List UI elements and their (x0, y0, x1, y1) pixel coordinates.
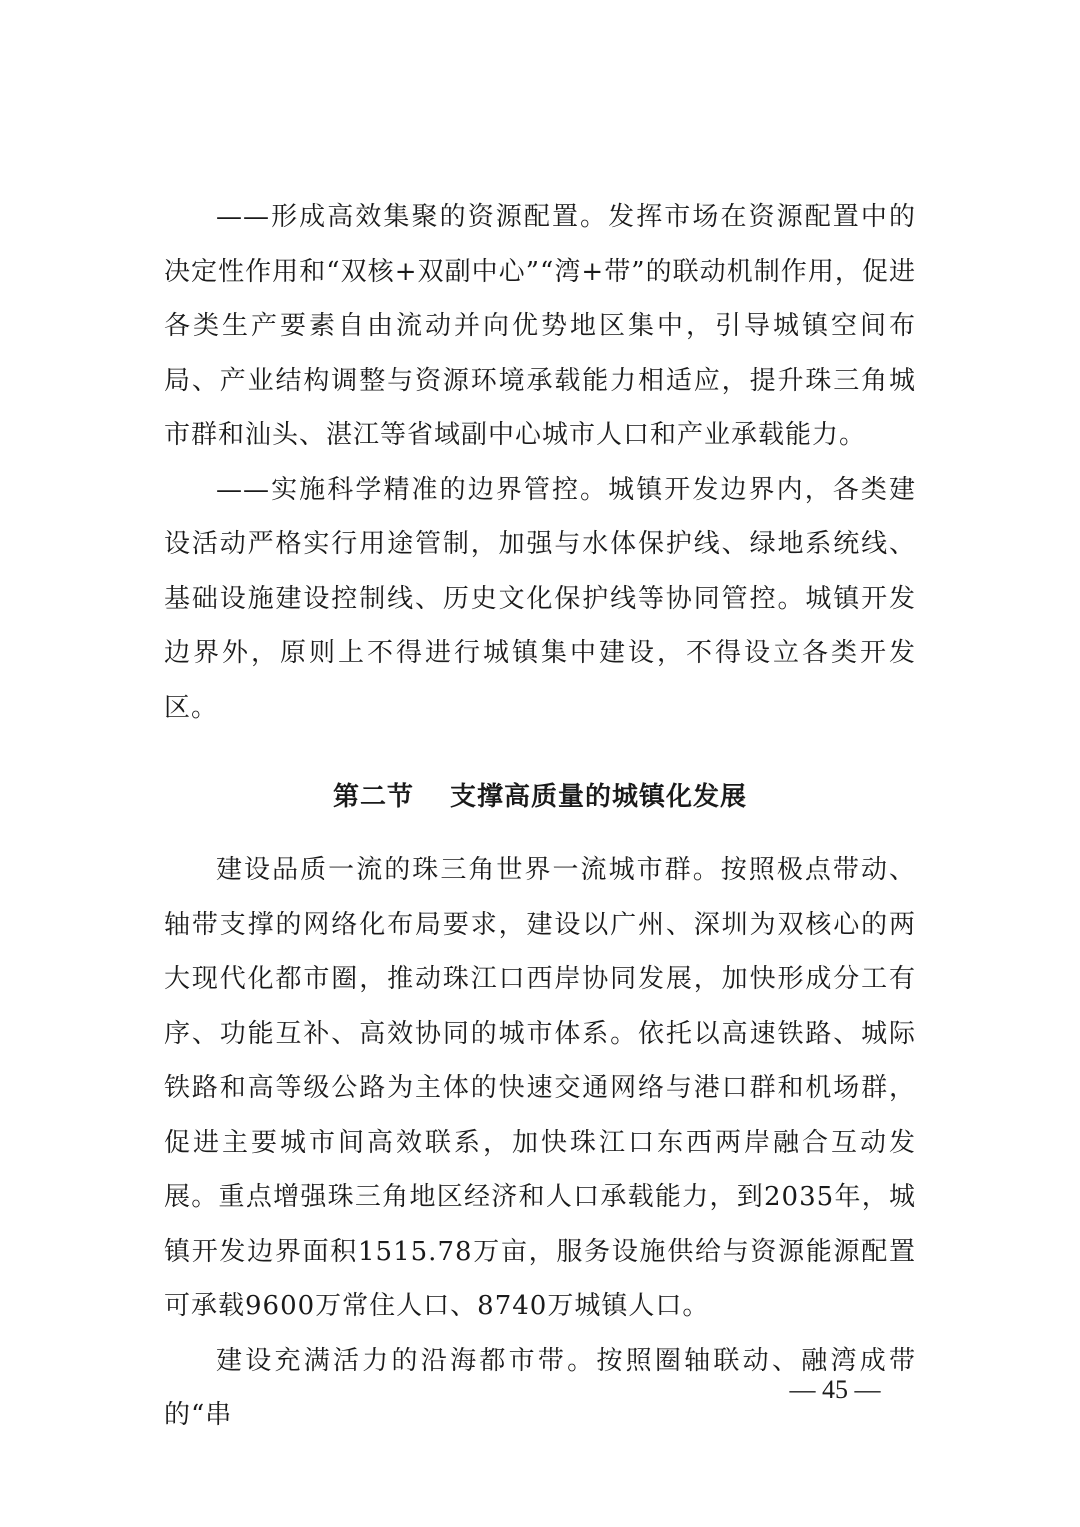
paragraph-coastal-belt: 建设充满活力的沿海都市带。按照圈轴联动、融湾成带的“串 (164, 1345, 916, 1430)
section-heading (164, 777, 916, 817)
paragraph-boundary-control: ——实施科学精准的边界管控。城镇开发边界内，各类建设活动严格实行用途管制，加强与水体保护线、绿地系统线、基础设施建设控制线、历史文化保护线等协同管控。城镇开发边界外，原则上不得进行城镇集中建设，不得设立各类开发区。 (164, 474, 916, 723)
document-body (164, 190, 916, 1443)
paragraph-resource-allocation: ——形成高效集聚的资源配置。发挥市场在资源配置中的决定性作用和“双核+双副中心”“湾+带”的联动机制作用，促进各类生产要素自由流动并向优势地区集中，引导城镇空间布局、产业结构调整与资源环境承载能力相适应，提升珠三角城市群和汕头、湛江等省域副中心城市人口和产业承载能力。 (164, 202, 916, 450)
section-number: 第二节 (332, 782, 414, 812)
page-number: — 45 — (789, 1375, 881, 1404)
section-title: 支撑高质量的城镇化发展 (450, 782, 748, 812)
paragraph-pearl-river-delta: 建设品质一流的珠三角世界一流城市群。按照极点带动、轴带支撑的网络化布局要求，建设以广州、深圳为双核心的两大现代化都市圈，推动珠江口西岸协同发展，加快形成分工有序、功能互补、高效协同的城市体系。依托以高速铁路、城际铁路和高等级公路为主体的快速交通网络与港口群和机场群，促进主要城市间高效联系，加快珠江口东西两岸融合互动发展。重点增强珠三角地区经济和人口承载能力，到2035年，城镇开发边界面积1515.78万亩，服务设施供给与资源能源配置可承载9600万常住人口、8740万城镇人口。 (164, 855, 916, 1321)
